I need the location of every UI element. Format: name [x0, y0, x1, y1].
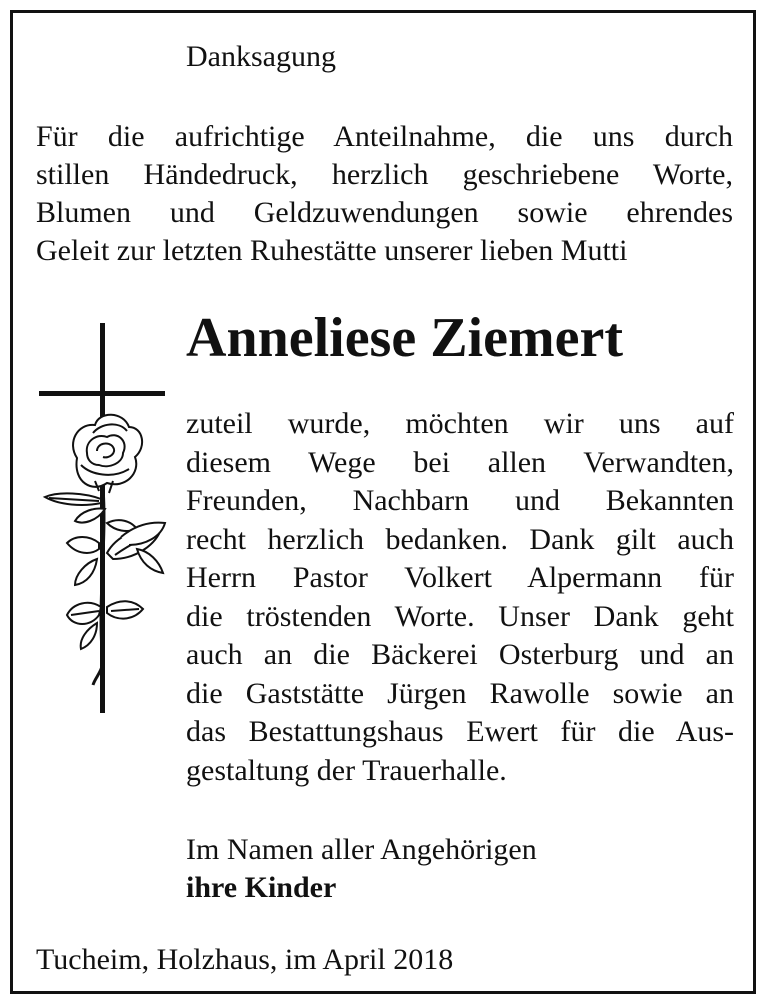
intro-line: Für die aufrichtige Anteilnahme, die uns durch: [36, 120, 733, 153]
intro-line: Blumen und Geldzuwendungen sowie ehrendes: [36, 196, 733, 229]
body-line: die tröstenden Worte. Unser Dank geht: [186, 599, 734, 633]
obituary-notice: [10, 10, 756, 994]
body-line: das Bestattungshaus Ewert für die Aus-: [186, 715, 734, 748]
signature-line: Im Namen aller Angehörigen: [186, 833, 537, 866]
body-line: Herrn Pastor Volkert Alpermann für: [186, 561, 734, 594]
body-line: zuteil wurde, möchten wir uns auf: [186, 407, 734, 440]
body-line: gestaltung der Trauerhalle.: [186, 753, 507, 787]
body-line: auch an die Bäckerei Osterburg und an: [186, 638, 734, 671]
cross-and-rose-emblem: [37, 323, 167, 723]
signature-name: ihre Kinder: [186, 871, 337, 904]
deceased-name: Anneliese Ziemert: [186, 307, 623, 369]
place-date: Tucheim, Holzhaus, im April 2018: [36, 943, 454, 976]
intro-paragraph: [36, 118, 733, 270]
intro-line: Geleit zur letzten Ruhestätte unserer lieben Mutti: [36, 234, 628, 267]
body-line: recht herzlich bedanken. Dank gilt auch: [186, 522, 734, 556]
body-paragraph: [186, 405, 734, 790]
notice-heading: Danksagung: [186, 40, 336, 73]
body-line: die Gaststätte Jürgen Rawolle sowie an: [186, 676, 734, 710]
body-line: diesem Wege bei allen Verwandten,: [186, 445, 734, 479]
intro-line: stillen Händedruck, herzlich geschriebene Worte,: [36, 158, 733, 191]
body-line: Freunden, Nachbarn und Bekannten: [186, 484, 734, 517]
